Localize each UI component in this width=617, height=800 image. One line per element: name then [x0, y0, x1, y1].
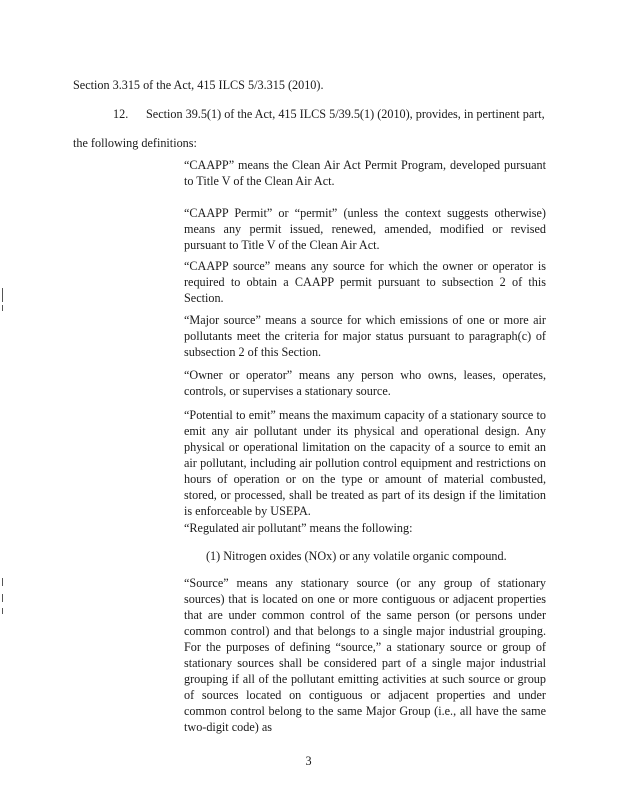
- continuation-line: Section 3.315 of the Act, 415 ILCS 5/3.315 (2010).: [73, 78, 324, 92]
- paragraph-intro-continued: the following definitions:: [73, 136, 197, 150]
- definition-caapp-source: “CAAPP source” means any source for which the owner or operator is required to obtain a CAAPP permit pursuant to subsection 2 of this Section.: [184, 259, 546, 305]
- scan-margin-mark: [2, 594, 3, 602]
- definition-source: “Source” means any stationary source (or any group of stationary sources) that is located on one or more contiguous or adjacent properties that are under common control of the same person (or persons under common control) and that belongs to a single major industrial grouping. For the purposes of defining “source,” a stationary source or group of stationary sources shall be considered part of a single major industrial grouping if all of the pollutant emitting activities at such source or group of sources located on contiguous or adjacent properties and under common control belong to the same Major Group (i.e., all have the same two-digit code) as: [184, 576, 546, 734]
- paragraph-intro: Section 39.5(1) of the Act, 415 ILCS 5/39.5(1) (2010), provides, in pertinent part,: [146, 107, 545, 121]
- definition-major-source: “Major source” means a source for which emissions of one or more air pollutants meet the criteria for major status pursuant to paragraph(c) of subsection 2 of this Section.: [184, 313, 546, 359]
- page-number: 3: [305, 754, 312, 768]
- definition-regulated-air-pollutant: “Regulated air pollutant” means the following:: [184, 521, 413, 535]
- scan-margin-mark: [2, 608, 3, 614]
- scan-margin-mark: [2, 578, 3, 586]
- scan-margin-mark: [2, 305, 3, 311]
- definition-owner-or-operator: “Owner or operator” means any person who owns, leases, operates, controls, or supervises a stationary source.: [184, 368, 546, 398]
- definition-caapp-permit: “CAAPP Permit” or “permit” (unless the context suggests otherwise) means any permit issued, renewed, amended, modified or revised pursuant to Title V of the Clean Air Act.: [184, 206, 546, 252]
- definition-caapp: “CAAPP” means the Clean Air Act Permit Program, developed pursuant to Title V of the Clean Air Act.: [184, 158, 546, 188]
- regulated-pollutant-item-1: (1) Nitrogen oxides (NOx) or any volatile organic compound.: [206, 549, 507, 563]
- scan-margin-mark: [2, 288, 3, 302]
- paragraph-number: 12.: [113, 107, 129, 121]
- definition-potential-to-emit: “Potential to emit” means the maximum capacity of a stationary source to emit any air pollutant under its physical and operational design. Any physical or operational limitation on the capacity of a source to emit an air pollutant, including air pollution control equipment and restrictions on hours of operation or on the type or amount of material combusted, stored, or processed, shall be treated as part of its design if the limitation is enforceable by USEPA.: [184, 408, 546, 518]
